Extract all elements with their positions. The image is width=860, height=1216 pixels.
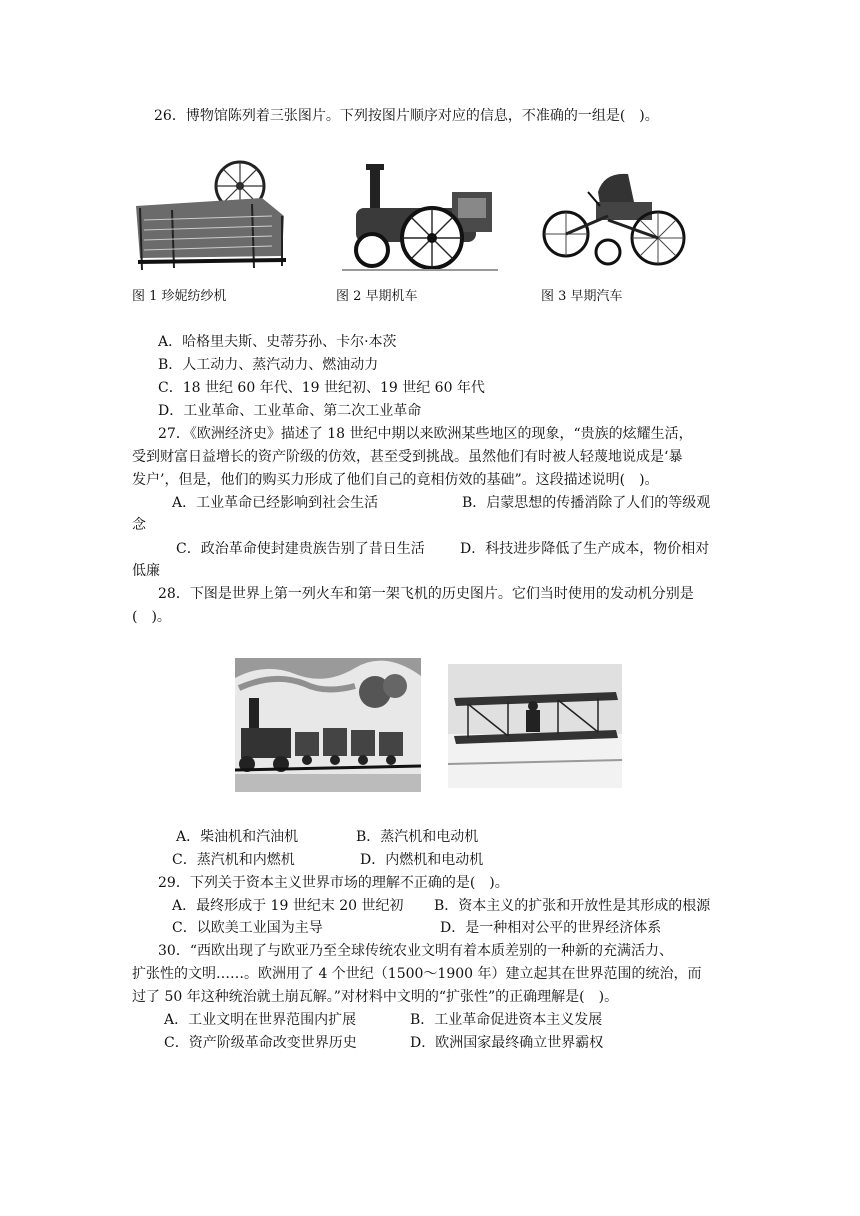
early-locomotive-image <box>342 162 498 274</box>
q30-stem-line-1: 30．“西欧出现了与欧亚乃至全球传统农业文明有着本质差别的一种新的充满活力、 <box>158 943 673 959</box>
figure-caption-3: 图 3 早期汽车 <box>541 289 623 304</box>
q28-option-c: C．蒸汽机和内燃机 <box>172 852 295 868</box>
figure-caption-2: 图 2 早期机车 <box>336 289 418 304</box>
q30-stem-line-3: 过了 50 年这种统治就土崩瓦解。”对材料中文明的“扩张性”的正确理解是( )。 <box>132 989 619 1005</box>
spinning-jenny-image <box>132 158 292 276</box>
q26-stem: 26．博物馆陈列着三张图片。下列按图片顺序对应的信息，不准确的一组是( )。 <box>154 108 659 124</box>
q29-stem: 29．下列关于资本主义世界市场的理解不正确的是( )。 <box>158 875 509 891</box>
q29-option-b: B．资本主义的扩张和开放性是其形成的根源 <box>434 898 711 914</box>
q27-option-c: C．政治革命使封建贵族告别了昔日生活 <box>176 541 425 557</box>
q27-option-d-cont: 低廉 <box>132 563 160 579</box>
q29-option-c: C．以欧美工业国为主导 <box>172 920 323 936</box>
q28-stem-line-2: ( )。 <box>132 609 171 625</box>
q30-option-b: B．工业革命促进资本主义发展 <box>410 1012 603 1028</box>
q27-option-d: D．科技进步降低了生产成本，物价相对 <box>460 541 710 557</box>
q27-option-b-cont: 念 <box>132 517 146 533</box>
q27-option-b: B．启蒙思想的传播消除了人们的等级观 <box>462 495 711 511</box>
q26-option-a: A．哈格里夫斯、史蒂芬孙、卡尔·本茨 <box>158 334 397 350</box>
q26-option-d: D．工业革命、工业革命、第二次工业革命 <box>158 403 422 419</box>
early-car-image <box>538 162 690 274</box>
figure-caption-1: 图 1 珍妮纺纱机 <box>132 289 227 304</box>
q30-option-c: C．资产阶级革命改变世界历史 <box>164 1035 357 1051</box>
q27-stem-line-3: 发户’，但是，他们的购买力形成了他们自己的竟相仿效的基础”。这段描述说明( )。 <box>132 472 659 488</box>
q26-option-b: B．人工动力、蒸汽动力、燃油动力 <box>158 357 379 373</box>
q29-option-d: D．是一种相对公平的世界经济体系 <box>440 920 662 936</box>
first-airplane-image <box>448 664 622 788</box>
q28-option-b: B．蒸汽机和电动机 <box>356 829 479 845</box>
q30-option-a: A．工业文明在世界范围内扩展 <box>164 1012 357 1028</box>
first-train-image <box>235 658 421 792</box>
q30-option-d: D．欧洲国家最终确立世界霸权 <box>410 1035 604 1051</box>
q29-option-a: A．最终形成于 19 世纪末 20 世纪初 <box>172 898 404 914</box>
q26-option-c: C．18 世纪 60 年代、19 世纪初、19 世纪 60 年代 <box>158 380 485 396</box>
q28-stem-line-1: 28．下图是世界上第一列火车和第一架飞机的历史图片。它们当时使用的发动机分别是 <box>158 586 694 602</box>
q27-option-a: A．工业革命已经影响到社会生活 <box>172 495 379 511</box>
q27-stem-line-2: 受到财富日益增长的资产阶级的仿效，甚至受到挑战。虽然他们有时被人轻蔑地说成是‘暴 <box>132 449 683 465</box>
q28-option-d: D．内燃机和电动机 <box>360 852 484 868</box>
q27-stem-line-1: 27．《欧洲经济史》描述了 18 世纪中期以来欧洲某些地区的现象，“贵族的炫耀生活， <box>158 426 693 442</box>
q30-stem-line-2: 扩张性的文明……。欧洲用了 4 个世纪（1500～1900 年）建立起其在世界范围的统治，而 <box>132 966 702 982</box>
q28-option-a: A．柴油机和汽油机 <box>176 829 299 845</box>
